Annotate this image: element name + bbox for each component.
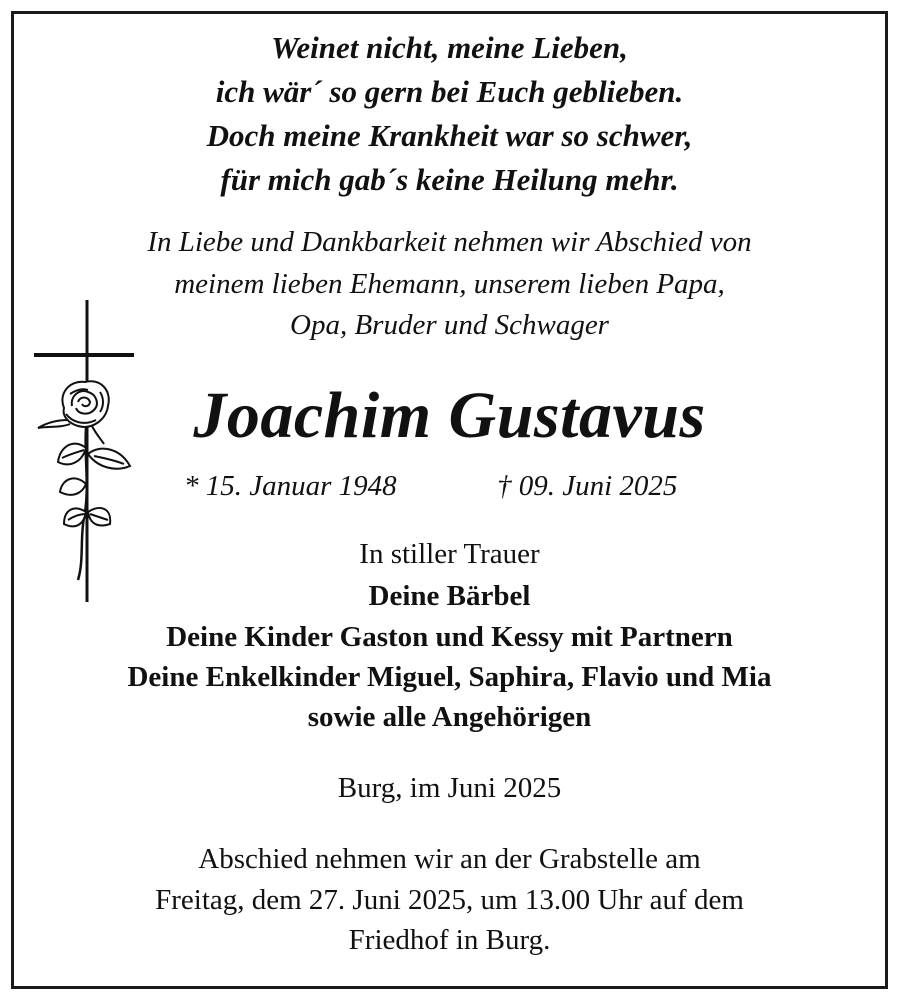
poem-line-3: Doch meine Krankheit war so schwer, [206, 118, 693, 153]
mourner-line-3: Deine Enkelkinder Miguel, Saphira, Flavio und Mia [127, 661, 772, 693]
intro-line-3: Opa, Bruder und Schwager [290, 309, 609, 341]
birth-date: * 15. Januar 1948 [184, 470, 397, 502]
funeral-line-3: Friedhof in Burg. [348, 924, 551, 956]
poem-line-4: für mich gab´s keine Heilung mehr. [220, 162, 679, 197]
poem-line-2: ich wär´ so gern bei Euch geblieben. [215, 74, 684, 109]
place-date: Burg, im Juni 2025 [337, 772, 562, 804]
funeral-line-2: Freitag, dem 27. Juni 2025, um 13.00 Uhr auf dem [155, 884, 744, 916]
mourner-line-1: Deine Bärbel [368, 580, 531, 612]
funeral-line-1: Abschied nehmen wir an der Grabstelle am [198, 843, 701, 875]
intro-line-2: meinem lieben Ehemann, unserem lieben Papa, [174, 268, 725, 300]
deceased-name: Joachim Gustavus [193, 379, 706, 452]
mourners-heading: In stiller Trauer [359, 538, 540, 570]
intro-line-1: In Liebe und Dankbarkeit nehmen wir Abschied von [147, 226, 752, 258]
poem-line-1: Weinet nicht, meine Lieben, [271, 30, 628, 65]
mourner-line-2: Deine Kinder Gaston und Kessy mit Partnern [166, 621, 733, 653]
mourner-line-4: sowie alle Angehörigen [307, 701, 592, 733]
death-date: † 09. Juni 2025 [497, 470, 678, 502]
